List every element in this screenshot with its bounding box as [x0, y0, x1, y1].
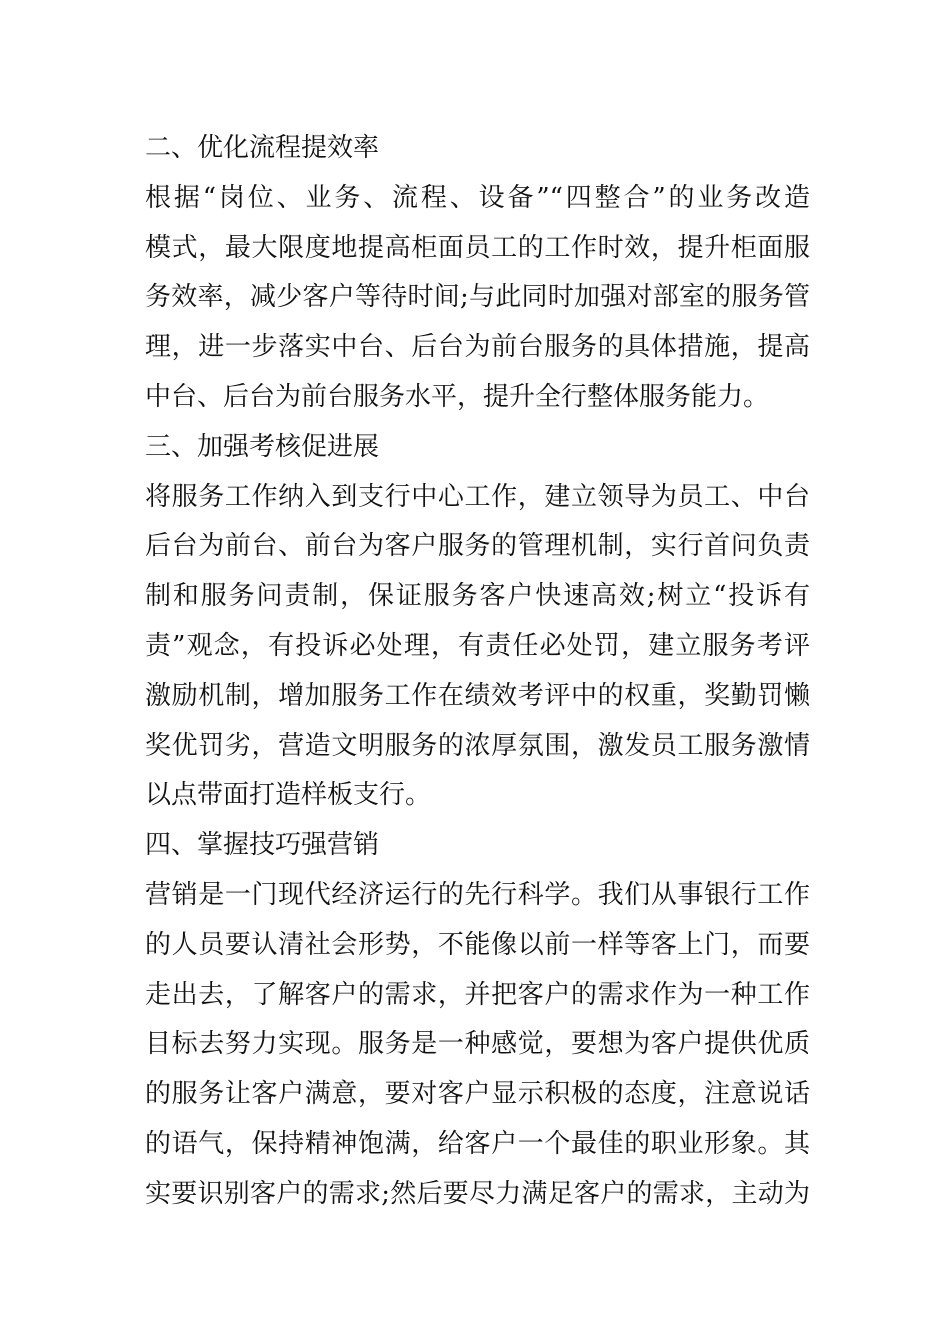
- section-heading: 二、优化流程提效率: [145, 133, 380, 163]
- paragraph-line: 以点带面打造样板支行。: [145, 780, 432, 811]
- paragraph-line: 的人员要认清社会形势，不能像以前一样等客上门，而要: [145, 929, 810, 960]
- paragraph-line: 后台为前台、前台为客户服务的管理机制，实行首问负责: [145, 531, 810, 562]
- paragraph-line: 实要识别客户的需求;然后要尽力满足客户的需求，主动为: [145, 1178, 810, 1209]
- section-heading: 四、掌握技巧强营销: [145, 830, 380, 861]
- paragraph-line: 奖优罚劣，营造文明服务的浓厚氛围，激发员工服务激情: [145, 730, 810, 761]
- paragraph-line: 走出去，了解客户的需求，并把客户的需求作为一种工作: [145, 979, 810, 1010]
- paragraph-line: 的语气，保持精神饱满，给客户一个最佳的职业形象。其: [145, 1128, 810, 1159]
- paragraph-line: 理，进一步落实中台、后台为前台服务的具体措施，提高: [145, 332, 810, 363]
- paragraph-line: 中台、后台为前台服务水平，提升全行整体服务能力。: [145, 381, 770, 412]
- paragraph-line: 目标去努力实现。服务是一种感觉，要想为客户提供优质: [145, 1029, 810, 1060]
- paragraph-line: 营销是一门现代经济运行的先行科学。我们从事银行工作: [145, 879, 810, 910]
- paragraph-line: 模式，最大限度地提高柜面员工的工作时效，提升柜面服: [145, 232, 810, 263]
- paragraph-line: 责”观念，有投诉必处理，有责任必处罚，建立服务考评: [145, 630, 810, 661]
- paragraph-line: 将服务工作纳入到支行中心工作，建立领导为员工、中台: [145, 481, 810, 512]
- section-heading: 三、加强考核促进展: [145, 431, 380, 462]
- paragraph-line: 制和服务问责制，保证服务客户快速高效;树立“投诉有: [145, 581, 810, 612]
- paragraph-line: 务效率，减少客户等待时间;与此同时加强对部室的服务管: [145, 282, 810, 313]
- paragraph-line: 的服务让客户满意，要对客户显示积极的态度，注意说话: [145, 1079, 810, 1110]
- paragraph-line: 根据“岗位、业务、流程、设备”“四整合”的业务改造: [145, 182, 810, 213]
- document-body: [145, 124, 810, 1220]
- paragraph-line: 激励机制，增加服务工作在绩效考评中的权重，奖勤罚懒: [145, 680, 810, 711]
